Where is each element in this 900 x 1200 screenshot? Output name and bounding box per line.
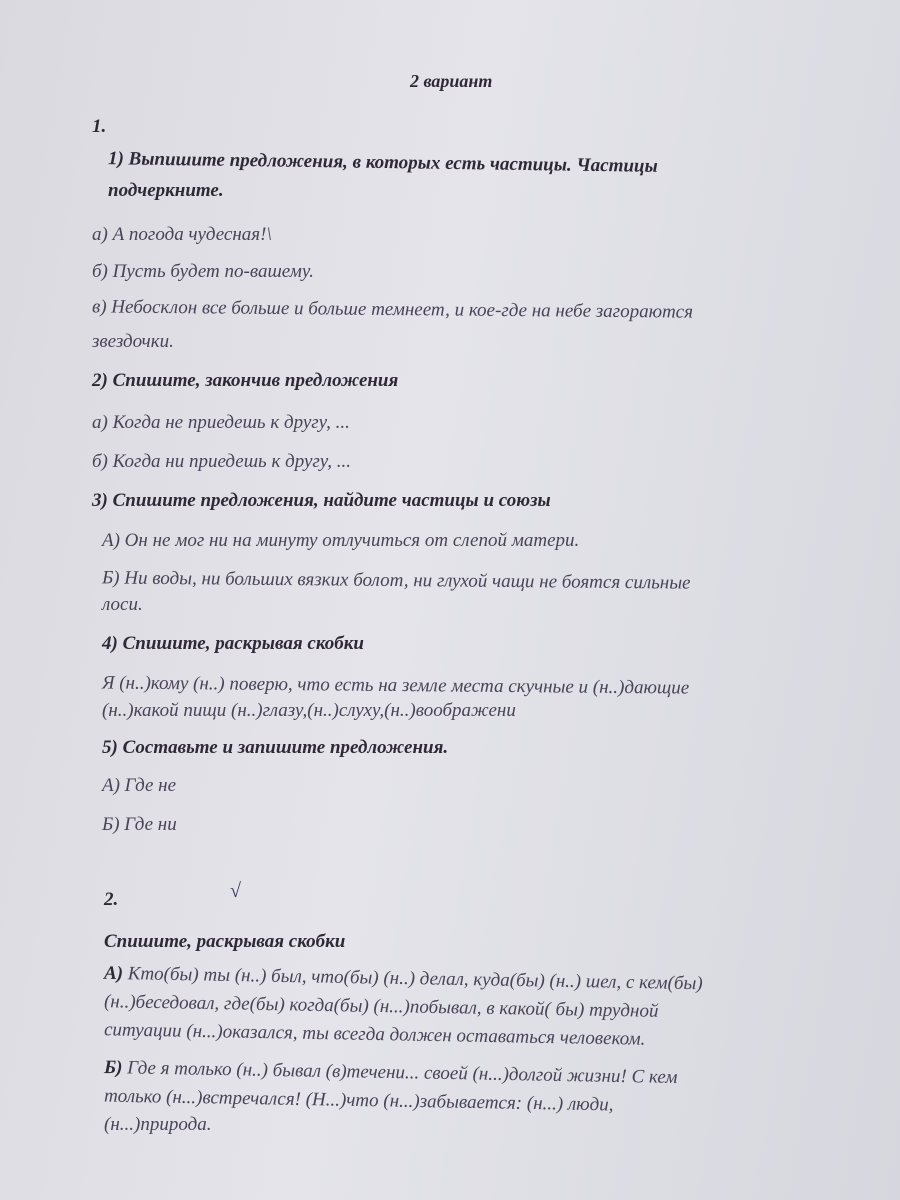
part2-a-line1 [104, 963, 703, 995]
q5-option-a: А) Где не [102, 775, 177, 796]
part2-b-line2: только (н...)встречался! (Н...)что (н...)забывается: (н...) люди, [103, 1085, 614, 1116]
q3-option-b-line1: Б) Ни воды, ни больших вязких болот, ни глухой чащи не боятся сильные [101, 567, 691, 594]
q1-option-c-line2: звездочки. [92, 331, 174, 352]
part2-b-text: Где я только (н..) бывал (в)течени... своей (н...)долгой жизни! С кем [122, 1057, 678, 1089]
checkmark-icon: √ [230, 880, 241, 902]
q3-heading: 3) Спишите предложения, найдите частицы и союзы [92, 490, 551, 511]
q4-heading: 4) Спишите, раскрывая скобки [102, 633, 364, 654]
q2-heading: 2) Спишите, закончив предложения [92, 370, 399, 391]
part2-number: 2. [104, 889, 119, 910]
q2-option-a: а) Когда не приедешь к другу, ... [92, 412, 350, 433]
q4-line2: (н..)какой пищи (н..)глазу,(н..)слуху,(н..)воображени [102, 700, 516, 721]
part2-a-line3: ситуации (н...)оказался, ты всегда должен оставаться человеком. [103, 1019, 646, 1050]
q1-option-b: б) Пусть будет по-вашему. [92, 261, 314, 282]
part2-a-label: А) [103, 962, 124, 985]
part2-b-line1 [104, 1057, 678, 1089]
part1-number: 1. [92, 116, 107, 137]
q3-option-b-line2: лоси. [102, 594, 143, 615]
part2-a-line2: (н..)беседовал, где(бы) когда(бы) (н...)побывал, в какой( бы) трудной [103, 991, 659, 1022]
part2-b-label: Б) [103, 1056, 123, 1079]
q1-option-a: а) А погода чудесная!\ [92, 224, 272, 245]
q1-heading-line2: подчеркните. [108, 180, 224, 201]
q3-option-a: А) Он не мог ни на минуту отлучиться от слепой матери. [102, 530, 580, 551]
q5-option-b: Б) Где ни [102, 814, 177, 835]
page-title: 2 вариант [410, 71, 493, 91]
q1-heading-line1: 1) Выпишите предложения, в которых есть частицы. Частицы [107, 148, 658, 177]
q4-line1: Я (н..)кому (н..) поверю, что есть на земле места скучные и (н..)дающие [101, 672, 690, 699]
part2-heading: Спишите, раскрывая скобки [104, 931, 346, 952]
q2-option-b: б) Когда ни приедешь к другу, ... [92, 451, 352, 472]
q1-option-c-line1: в) Небосклон все больше и больше темнеет, и кое-где на небе загораются [91, 296, 694, 323]
part2-a-text: Кто(бы) ты (н..) был, что(бы) (н..) делал, куда(бы) (н..) шел, с кем(бы) [122, 963, 703, 995]
q5-heading: 5) Составьте и запишите предложения. [102, 737, 449, 758]
part2-b-line3: (н...)природа. [104, 1114, 212, 1135]
